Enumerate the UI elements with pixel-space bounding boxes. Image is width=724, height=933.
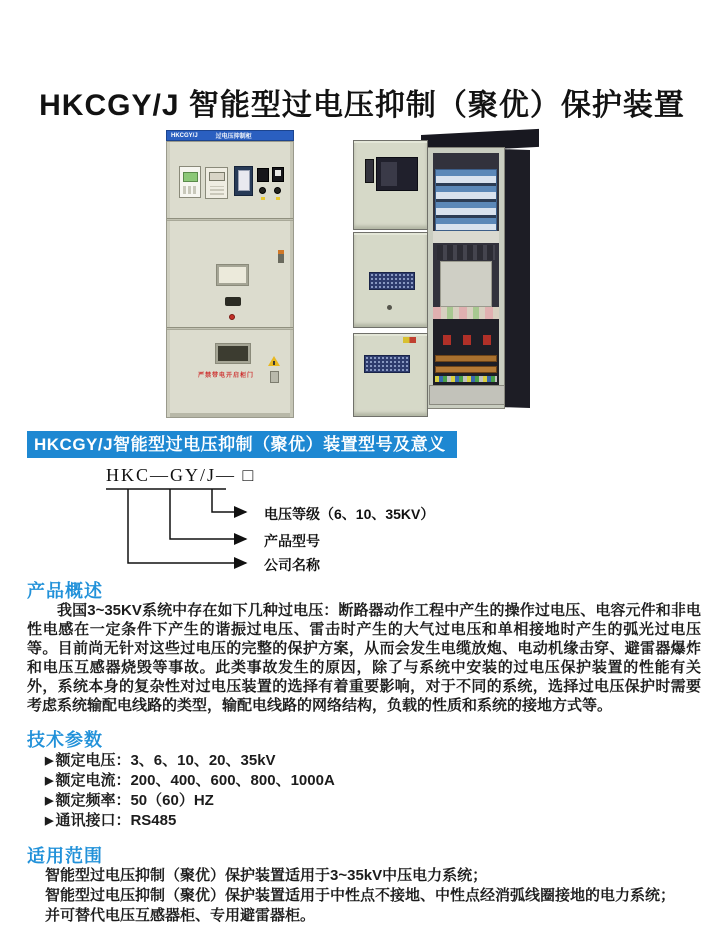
rating-plate (270, 371, 279, 383)
cabinet-name-label: 过电压抑制柜 (215, 134, 252, 140)
scope-line: 智能型过电压抑制（聚优）保护装置适用于中性点不接地、中性点经消弧线圈接地的电力系统； (45, 887, 676, 904)
door-handle-slot (225, 297, 241, 306)
model-diagram-lines (0, 460, 460, 590)
emergency-button (229, 314, 235, 320)
door-sticker (403, 337, 416, 343)
door-warning-text: 严禁带电开启柜门 (197, 373, 254, 379)
meter-keys (183, 186, 198, 194)
cabinet-base (429, 385, 505, 405)
tech-params-heading: 技术参数 (27, 730, 103, 750)
scope-line: 并可替代电压互感器柜、专用避雷器柜。 (45, 907, 316, 924)
model-meaning-banner: HKCGY/J智能型过电压抑制（聚优）装置型号及意义 (27, 431, 457, 458)
door-mounted-relay (365, 159, 374, 183)
tech-param-rated-current (45, 771, 335, 791)
copper-busbar (435, 366, 497, 373)
door-mounted-device (376, 157, 418, 191)
tech-param-text: 额定频率：50（60）HZ (55, 792, 214, 809)
vent-grille (364, 355, 410, 373)
cabinet-header-bar (166, 130, 294, 141)
ammeter (257, 168, 269, 182)
hazard-triangle-bolt (273, 361, 275, 365)
scope-heading: 适用范围 (27, 846, 103, 866)
interior-shelf (433, 231, 499, 243)
voltmeter-face (275, 170, 281, 176)
cabinet-model-label: HKCGY/J (171, 132, 198, 139)
controller-display (209, 172, 225, 181)
meter-lcd (183, 172, 198, 182)
middle-door-window (217, 265, 248, 285)
tech-param-comm-interface (45, 811, 335, 831)
latch-marker (278, 250, 284, 254)
selector-switch (274, 187, 281, 194)
selector-switch (259, 187, 266, 194)
suppressor-module (440, 261, 492, 307)
overview-heading: 产品概述 (27, 581, 103, 601)
model-code: HKC—GY/J— □ (106, 465, 256, 485)
open-door-top (353, 140, 428, 230)
tech-param-text: 额定电压：3、6、10、20、35kV (55, 752, 276, 769)
indicator-lamp (261, 197, 265, 200)
bullet-triangle-icon: ▶ (45, 755, 54, 767)
scope-line: 智能型过电压抑制（聚优）保护装置适用于3~35kV中压电力系统； (45, 867, 488, 884)
tech-param-text: 通讯接口：RS485 (55, 812, 177, 829)
scope-text-block (45, 866, 705, 926)
vent-grille (369, 272, 415, 290)
model-label-voltage-class: 电压等级（6、10、35KV） (264, 506, 435, 522)
device-face (381, 162, 397, 186)
multifunction-meter (179, 166, 201, 198)
bullet-triangle-icon: ▶ (45, 795, 54, 807)
wiring-row (435, 376, 497, 382)
arrester-elements (437, 335, 495, 345)
copper-busbar (435, 355, 497, 362)
tech-param-text: 额定电流：200、400、600、800、1000A (55, 772, 335, 789)
voltmeter (272, 167, 284, 182)
touch-panel (234, 166, 253, 196)
panel-divider (167, 327, 293, 330)
instrument-rack (435, 169, 497, 231)
touch-panel-screen (238, 170, 250, 191)
bullet-triangle-icon: ▶ (45, 815, 54, 827)
product-photo-closed-cabinet (166, 130, 294, 418)
tech-param-rated-voltage (45, 751, 335, 771)
controller-keys (210, 186, 224, 195)
controller-unit (205, 167, 228, 199)
page-title: HKCGY/J 智能型过电压抑制（聚优）保护装置 (39, 89, 685, 122)
model-label-product-type: 产品型号 (264, 533, 320, 549)
indicator-lamp (276, 197, 280, 200)
overview-paragraph: 我国3~35KV系统中存在如下几种过电压：断路器动作工程中产生的操作过电压、电容元件和非电性电感在一定条件下产生的谐振过电压、雷击时产生的大气过电压和单相接地时产生的弧光过电压等。目前尚无针对这些过电压的完整的保护方案，从而会发生电缆放炮、电动机缘击穿、避雷器爆炸和电压互感器烧毁等事故。此类事故发生的原因，除了与系统中安装的过电压保护装置的性能有关外，系统本身的复杂性对过电压装置的选择有着重要影响，对于不同的系统，选择过电压保护时需要考虑系统输配电线路的类型，输配电线路的网络结构，负载的性质和系统的接地方式等。 (27, 602, 701, 714)
panel-divider (167, 218, 293, 221)
door-lock (387, 305, 392, 310)
interior-cables (437, 245, 495, 260)
terminal-shelf (433, 307, 499, 319)
product-photo-open-cabinet (345, 133, 545, 420)
tech-param-rated-frequency (45, 791, 335, 811)
open-door-bottom (353, 333, 428, 417)
bottom-door-window (216, 344, 250, 363)
bullet-triangle-icon: ▶ (45, 775, 54, 787)
tech-params-list (45, 751, 335, 831)
model-label-company-name: 公司名称 (264, 557, 320, 573)
